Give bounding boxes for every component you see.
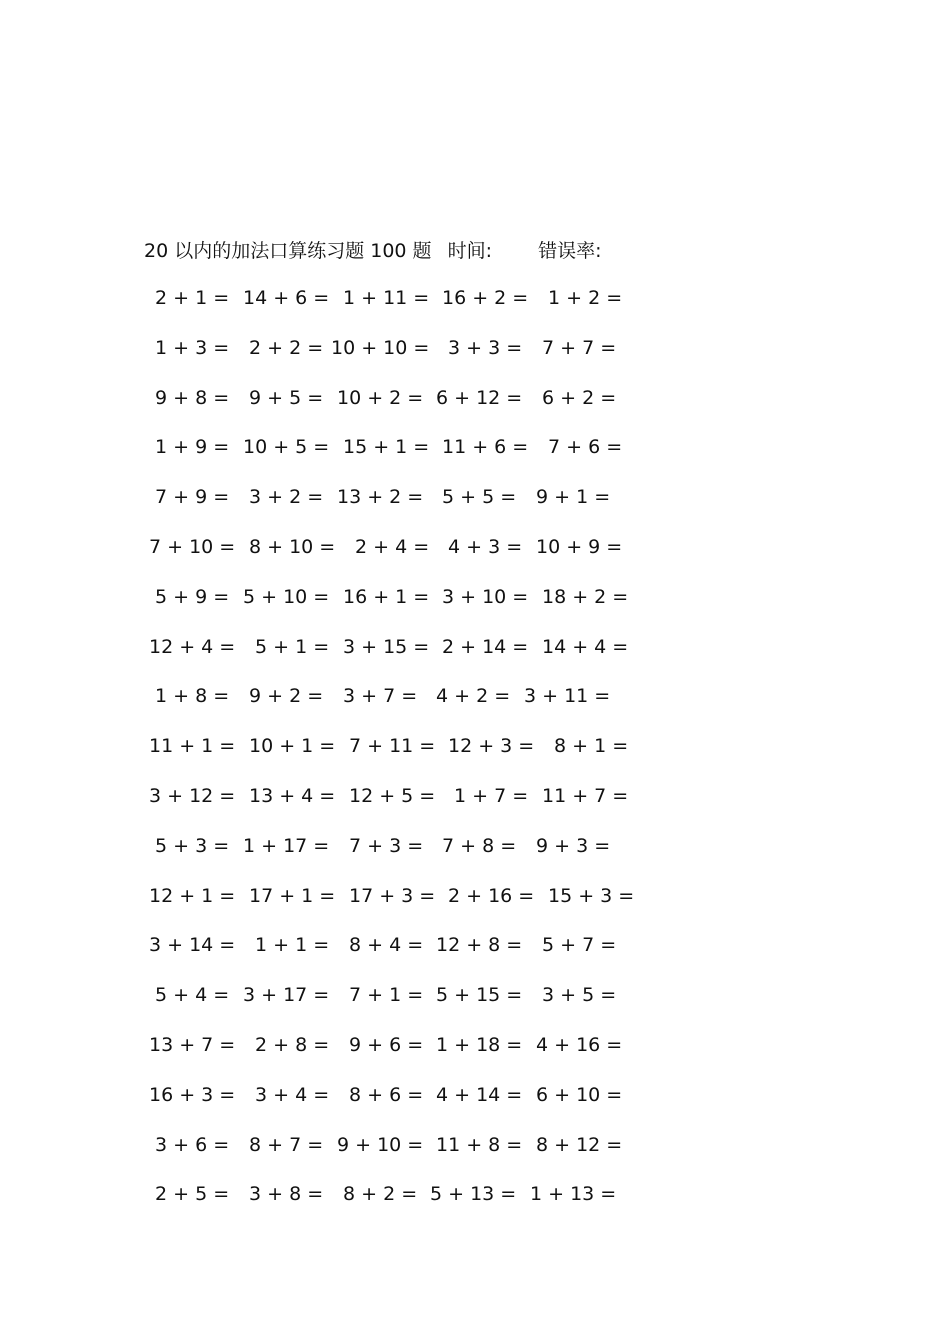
- addition-problem: 16 + 3 =: [149, 1084, 236, 1106]
- addition-problem: 8 + 2 =: [343, 1183, 418, 1205]
- addition-problem: 2 + 14 =: [442, 636, 529, 658]
- problem-row: [0, 834, 950, 864]
- addition-problem: 1 + 2 =: [548, 287, 623, 309]
- addition-problem: 2 + 8 =: [255, 1034, 330, 1056]
- time-label: 时间:: [447, 240, 493, 262]
- addition-problem: 4 + 3 =: [448, 536, 523, 558]
- addition-problem: 6 + 12 =: [436, 387, 523, 409]
- addition-problem: 5 + 13 =: [430, 1183, 517, 1205]
- addition-problem: 14 + 4 =: [542, 636, 629, 658]
- addition-problem: 17 + 1 =: [249, 885, 336, 907]
- addition-problem: 5 + 9 =: [155, 586, 230, 608]
- problem-row: [0, 1033, 950, 1063]
- addition-problem: 5 + 7 =: [542, 934, 617, 956]
- addition-problem: 1 + 1 =: [255, 934, 330, 956]
- problem-row: [0, 435, 950, 465]
- addition-problem: 16 + 1 =: [343, 586, 430, 608]
- problem-row: [0, 884, 950, 914]
- problem-row: [0, 734, 950, 764]
- addition-problem: 5 + 1 =: [255, 636, 330, 658]
- addition-problem: 5 + 10 =: [243, 586, 330, 608]
- addition-problem: 1 + 17 =: [243, 835, 330, 857]
- addition-problem: 13 + 7 =: [149, 1034, 236, 1056]
- addition-problem: 3 + 7 =: [343, 685, 418, 707]
- addition-problem: 5 + 5 =: [442, 486, 517, 508]
- addition-problem: 5 + 15 =: [436, 984, 523, 1006]
- addition-problem: 9 + 2 =: [249, 685, 324, 707]
- addition-problem: 1 + 9 =: [155, 436, 230, 458]
- addition-problem: 8 + 7 =: [249, 1134, 324, 1156]
- addition-problem: 15 + 1 =: [343, 436, 430, 458]
- addition-problem: 17 + 3 =: [349, 885, 436, 907]
- addition-problem: 3 + 3 =: [448, 337, 523, 359]
- addition-problem: 16 + 2 =: [442, 287, 529, 309]
- addition-problem: 10 + 9 =: [536, 536, 623, 558]
- problem-row: [0, 535, 950, 565]
- addition-problem: 7 + 7 =: [542, 337, 617, 359]
- addition-problem: 9 + 10 =: [337, 1134, 424, 1156]
- addition-problem: 3 + 8 =: [249, 1183, 324, 1205]
- addition-problem: 8 + 10 =: [249, 536, 336, 558]
- addition-problem: 1 + 3 =: [155, 337, 230, 359]
- addition-problem: 18 + 2 =: [542, 586, 629, 608]
- addition-problem: 4 + 2 =: [436, 685, 511, 707]
- addition-problem: 4 + 16 =: [536, 1034, 623, 1056]
- addition-problem: 6 + 2 =: [542, 387, 617, 409]
- error-rate-label: 错误率:: [538, 240, 602, 262]
- addition-problem: 2 + 4 =: [355, 536, 430, 558]
- addition-problem: 14 + 6 =: [243, 287, 330, 309]
- addition-problem: 7 + 8 =: [442, 835, 517, 857]
- addition-problem: 8 + 4 =: [349, 934, 424, 956]
- problem-row: [0, 1182, 950, 1212]
- addition-problem: 5 + 4 =: [155, 984, 230, 1006]
- addition-problem: 12 + 1 =: [149, 885, 236, 907]
- addition-problem: 12 + 4 =: [149, 636, 236, 658]
- problem-row: [0, 983, 950, 1013]
- addition-problem: 12 + 8 =: [436, 934, 523, 956]
- addition-problem: 10 + 1 =: [249, 735, 336, 757]
- addition-problem: 3 + 14 =: [149, 934, 236, 956]
- problem-row: [0, 286, 950, 316]
- problem-row: [0, 336, 950, 366]
- addition-problem: 7 + 9 =: [155, 486, 230, 508]
- addition-problem: 1 + 7 =: [454, 785, 529, 807]
- addition-problem: 2 + 1 =: [155, 287, 230, 309]
- addition-problem: 8 + 6 =: [349, 1084, 424, 1106]
- addition-problem: 9 + 6 =: [349, 1034, 424, 1056]
- addition-problem: 3 + 17 =: [243, 984, 330, 1006]
- problem-row: [0, 1133, 950, 1163]
- addition-problem: 9 + 3 =: [536, 835, 611, 857]
- addition-problem: 11 + 8 =: [436, 1134, 523, 1156]
- addition-problem: 12 + 5 =: [349, 785, 436, 807]
- addition-problem: 1 + 11 =: [343, 287, 430, 309]
- addition-problem: 2 + 2 =: [249, 337, 324, 359]
- addition-problem: 7 + 3 =: [349, 835, 424, 857]
- addition-problem: 1 + 8 =: [155, 685, 230, 707]
- addition-problem: 12 + 3 =: [448, 735, 535, 757]
- addition-problem: 9 + 5 =: [249, 387, 324, 409]
- addition-problem: 13 + 2 =: [337, 486, 424, 508]
- addition-problem: 10 + 2 =: [337, 387, 424, 409]
- addition-problem: 3 + 4 =: [255, 1084, 330, 1106]
- addition-problem: 3 + 11 =: [524, 685, 611, 707]
- addition-problem: 11 + 6 =: [442, 436, 529, 458]
- problem-row: [0, 1083, 950, 1113]
- addition-problem: 3 + 6 =: [155, 1134, 230, 1156]
- addition-problem: 7 + 6 =: [548, 436, 623, 458]
- addition-problem: 10 + 10 =: [331, 337, 430, 359]
- problem-row: [0, 585, 950, 615]
- addition-problem: 8 + 12 =: [536, 1134, 623, 1156]
- problem-row: [0, 635, 950, 665]
- addition-problem: 1 + 13 =: [530, 1183, 617, 1205]
- addition-problem: 5 + 3 =: [155, 835, 230, 857]
- addition-problem: 7 + 1 =: [349, 984, 424, 1006]
- addition-problem: 9 + 8 =: [155, 387, 230, 409]
- problem-row: [0, 485, 950, 515]
- addition-problem: 11 + 7 =: [542, 785, 629, 807]
- addition-problem: 9 + 1 =: [536, 486, 611, 508]
- addition-problem: 11 + 1 =: [149, 735, 236, 757]
- addition-problem: 4 + 14 =: [436, 1084, 523, 1106]
- addition-problem: 1 + 18 =: [436, 1034, 523, 1056]
- addition-problem: 7 + 10 =: [149, 536, 236, 558]
- addition-problem: 2 + 5 =: [155, 1183, 230, 1205]
- addition-problem: 10 + 5 =: [243, 436, 330, 458]
- addition-problem: 13 + 4 =: [249, 785, 336, 807]
- problem-row: [0, 386, 950, 416]
- addition-problem: 2 + 16 =: [448, 885, 535, 907]
- addition-problem: 8 + 1 =: [554, 735, 629, 757]
- addition-problem: 3 + 12 =: [149, 785, 236, 807]
- problem-row: [0, 784, 950, 814]
- addition-problem: 15 + 3 =: [548, 885, 635, 907]
- addition-problem: 6 + 10 =: [536, 1084, 623, 1106]
- addition-problem: 3 + 5 =: [542, 984, 617, 1006]
- addition-problem: 3 + 15 =: [343, 636, 430, 658]
- addition-problem: 3 + 10 =: [442, 586, 529, 608]
- problem-row: [0, 933, 950, 963]
- addition-problem: 7 + 11 =: [349, 735, 436, 757]
- worksheet-title: 20 以内的加法口算练习题 100 题: [144, 240, 432, 262]
- addition-problem: 3 + 2 =: [249, 486, 324, 508]
- problem-row: [0, 684, 950, 714]
